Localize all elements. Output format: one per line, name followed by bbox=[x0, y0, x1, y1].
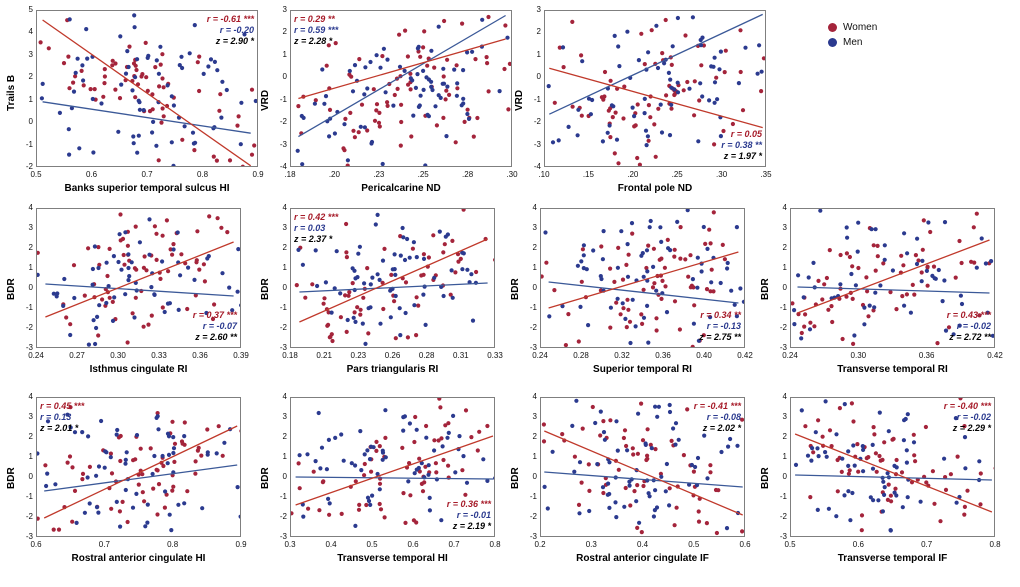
y-axis-tick: 1 bbox=[282, 49, 287, 59]
x-axis-label: Transverse temporal RI bbox=[837, 364, 948, 375]
y-axis-label: BDR bbox=[510, 278, 521, 300]
x-axis-tick: 0.8 bbox=[196, 170, 209, 179]
y-axis-tick: 1 bbox=[782, 452, 787, 461]
y-axis-tick: -3 bbox=[279, 343, 287, 352]
x-axis-tick: 0.9 bbox=[252, 170, 264, 179]
y-axis-tick: 3 bbox=[536, 5, 541, 14]
x-axis-tick: 0.8 bbox=[989, 540, 1001, 549]
y-axis-tick: -3 bbox=[779, 343, 787, 352]
x-axis-tick: 0.7 bbox=[921, 540, 933, 549]
y-axis-tick: 3 bbox=[282, 412, 287, 421]
y-axis-tick: 2 bbox=[282, 432, 287, 441]
x-axis-tick: .25 bbox=[417, 170, 429, 179]
y-axis-tick: 4 bbox=[782, 203, 787, 212]
y-axis-tick: -1 bbox=[529, 492, 537, 501]
x-axis-tick: .23 bbox=[373, 170, 385, 179]
y-axis-tick: 2 bbox=[782, 432, 787, 441]
y-axis-tick: 4 bbox=[28, 203, 33, 212]
y-axis-tick: 0 bbox=[532, 283, 537, 292]
y-axis-label: Trails B bbox=[6, 74, 17, 111]
y-axis-tick: 3 bbox=[28, 412, 33, 421]
y-axis-tick: 2 bbox=[28, 72, 33, 82]
x-axis-tick: 0.36 bbox=[192, 351, 208, 360]
y-axis-tick: 2 bbox=[532, 432, 537, 441]
y-axis-tick: -1 bbox=[25, 303, 33, 312]
stats-annotation: r = 0.43 *** r = -0.02 z = 2.72 ** bbox=[946, 310, 991, 342]
x-axis-tick: 0.5 bbox=[784, 540, 796, 549]
x-axis-tick: 0.30 bbox=[110, 351, 126, 360]
stats-annotation: r = 0.36 *** r = -0.01 z = 2.19 * bbox=[446, 499, 491, 531]
x-axis-tick: 0.6 bbox=[407, 540, 419, 549]
legend-item-men bbox=[828, 37, 877, 48]
x-axis-tick: 0.6 bbox=[739, 540, 751, 549]
stats-annotation: r = 0.29 ** r = 0.59 *** z = 2.28 * bbox=[294, 14, 339, 46]
y-axis-tick: 3 bbox=[282, 223, 287, 232]
y-axis-tick: -2 bbox=[529, 323, 537, 332]
y-axis-tick: 3 bbox=[28, 49, 33, 59]
x-axis-tick: 0.8 bbox=[489, 540, 501, 549]
x-axis-tick: 0.8 bbox=[167, 540, 179, 549]
x-axis-tick: 0.32 bbox=[614, 351, 630, 360]
y-axis-tick: -1 bbox=[279, 492, 287, 501]
x-axis-tick: 0.2 bbox=[534, 540, 546, 549]
x-axis-tick: 0.5 bbox=[688, 540, 700, 549]
x-axis-tick: 0.24 bbox=[28, 351, 44, 360]
y-axis-tick: 1 bbox=[536, 49, 541, 59]
y-axis-tick: -3 bbox=[25, 532, 33, 541]
x-axis-tick: 0.39 bbox=[233, 351, 249, 360]
y-axis-tick: 5 bbox=[28, 5, 33, 14]
y-axis-tick: -3 bbox=[279, 532, 287, 541]
stats-annotation: r = 0.45 *** r = 0.13 z = 2.01 * bbox=[40, 401, 85, 433]
y-axis-tick: 3 bbox=[532, 223, 537, 232]
y-axis-label: BDR bbox=[260, 467, 271, 489]
y-axis-label: BDR bbox=[760, 278, 771, 300]
x-axis-tick: .18 bbox=[284, 170, 296, 179]
x-axis-label: Superior temporal RI bbox=[593, 364, 692, 375]
y-axis-tick: -2 bbox=[279, 117, 287, 127]
x-axis-tick: 0.24 bbox=[782, 351, 798, 360]
x-axis-tick: 0.7 bbox=[448, 540, 460, 549]
x-axis-tick: 0.24 bbox=[532, 351, 548, 360]
x-axis-tick: 0.3 bbox=[585, 540, 597, 549]
x-axis-tick: 0.31 bbox=[453, 351, 469, 360]
y-axis-tick: 0 bbox=[782, 283, 787, 292]
x-axis-tick: 0.27 bbox=[69, 351, 85, 360]
stats-annotation: r = 0.05 r = 0.38 ** z = 1.97 * bbox=[721, 129, 762, 161]
x-axis-tick: 0.36 bbox=[918, 351, 935, 360]
y-axis-tick: 0 bbox=[28, 283, 33, 292]
y-axis-label: VRD bbox=[514, 89, 525, 111]
y-axis-tick: -1 bbox=[25, 492, 33, 501]
y-axis-tick: 4 bbox=[282, 203, 287, 212]
y-axis-tick: 3 bbox=[28, 223, 33, 232]
y-axis-tick: 4 bbox=[532, 203, 537, 212]
stats-annotation: r = 0.37 *** r = -0.07 z = 2.60 ** bbox=[192, 310, 237, 342]
y-axis-tick: 1 bbox=[532, 452, 537, 461]
y-axis-label: BDR bbox=[6, 467, 17, 489]
x-axis-tick: 0.42 bbox=[737, 351, 753, 360]
x-axis-label: Pericalcarine ND bbox=[361, 183, 441, 194]
y-axis-label: BDR bbox=[510, 467, 521, 489]
y-axis-tick: 0 bbox=[282, 472, 287, 481]
x-axis-tick: 0.5 bbox=[366, 540, 378, 549]
x-axis-label: Frontal pole ND bbox=[617, 183, 693, 194]
y-axis-tick: -1 bbox=[533, 94, 541, 104]
y-axis-tick: 2 bbox=[536, 27, 541, 37]
legend-label: Women bbox=[843, 22, 878, 33]
y-axis-tick: 0 bbox=[536, 72, 541, 82]
y-axis-tick: -3 bbox=[533, 139, 541, 149]
y-axis-tick: 2 bbox=[282, 243, 287, 252]
y-axis-tick: 1 bbox=[28, 263, 33, 272]
legend-label: Men bbox=[843, 37, 863, 48]
y-axis-tick: 0 bbox=[782, 472, 787, 481]
y-axis-tick: -1 bbox=[25, 139, 33, 149]
x-axis-label: Rostral anterior cingulate HI bbox=[71, 553, 206, 564]
stats-annotation: r = 0.34 ** r = -0.13 z = 2.75 ** bbox=[699, 310, 741, 342]
y-axis-tick: -1 bbox=[529, 303, 537, 312]
y-axis-tick: -1 bbox=[779, 303, 787, 312]
y-axis-tick: 2 bbox=[28, 243, 33, 252]
y-axis-tick: -2 bbox=[779, 512, 787, 521]
y-axis-tick: 0 bbox=[282, 283, 287, 292]
x-axis-tick: 0.9 bbox=[235, 540, 247, 549]
x-axis-tick: 0.40 bbox=[696, 351, 712, 360]
legend-dot-icon bbox=[828, 38, 837, 47]
y-axis-tick: -1 bbox=[779, 492, 787, 501]
x-axis-tick: 0.42 bbox=[987, 351, 1003, 360]
y-axis-tick: 4 bbox=[28, 27, 33, 37]
x-axis-tick: 0.36 bbox=[655, 351, 671, 360]
x-axis-tick: 0.6 bbox=[85, 170, 98, 179]
y-axis-label: BDR bbox=[760, 467, 771, 489]
x-axis-label: Isthmus cingulate RI bbox=[89, 364, 188, 375]
y-axis-tick: 0 bbox=[28, 117, 33, 127]
y-axis-tick: 1 bbox=[282, 263, 287, 272]
y-axis-tick: -2 bbox=[279, 512, 287, 521]
x-axis-tick: .28 bbox=[462, 170, 474, 179]
y-axis-tick: -2 bbox=[279, 323, 287, 332]
x-axis-tick: 0.4 bbox=[325, 540, 337, 549]
y-axis-tick: 2 bbox=[782, 243, 787, 252]
y-axis-tick: -3 bbox=[279, 139, 287, 149]
x-axis-tick: .25 bbox=[671, 170, 683, 179]
x-axis-label: Transverse temporal HI bbox=[337, 553, 448, 564]
x-axis-tick: .35 bbox=[760, 170, 772, 179]
x-axis-tick: 0.28 bbox=[573, 351, 589, 360]
x-axis-tick: .30 bbox=[716, 170, 728, 179]
y-axis-tick: 1 bbox=[28, 94, 33, 104]
y-axis-label: VRD bbox=[260, 89, 271, 111]
y-axis-tick: 3 bbox=[782, 412, 787, 421]
x-axis-tick: 0.5 bbox=[30, 170, 42, 179]
x-axis-tick: 0.23 bbox=[350, 351, 367, 360]
y-axis-tick: -4 bbox=[533, 162, 541, 171]
y-axis-tick: 3 bbox=[782, 223, 787, 232]
x-axis-tick: 0.4 bbox=[636, 540, 649, 549]
x-axis-tick: 0.18 bbox=[282, 351, 298, 360]
x-axis-tick: 0.30 bbox=[850, 351, 867, 360]
y-axis-tick: 1 bbox=[782, 263, 787, 272]
legend bbox=[828, 22, 877, 52]
y-axis-tick: -2 bbox=[529, 512, 537, 521]
y-axis-tick: 0 bbox=[282, 72, 287, 82]
x-axis-tick: 0.33 bbox=[487, 351, 503, 360]
x-axis-label: Rostral anterior cingulate IF bbox=[576, 553, 709, 564]
y-axis-tick: 4 bbox=[28, 392, 33, 401]
x-axis-label: Banks superior temporal sulcus HI bbox=[64, 183, 230, 194]
y-axis-tick: 0 bbox=[28, 472, 33, 481]
y-axis-tick: -3 bbox=[529, 532, 537, 541]
y-axis-tick: -4 bbox=[279, 162, 287, 171]
y-axis-tick: 3 bbox=[532, 412, 537, 421]
y-axis-tick: 2 bbox=[282, 27, 287, 37]
x-axis-tick: .30 bbox=[506, 170, 518, 179]
x-axis-label: Transverse temporal IF bbox=[837, 553, 948, 564]
x-axis-tick: 0.33 bbox=[151, 351, 167, 360]
y-axis-label: BDR bbox=[6, 278, 17, 300]
x-axis-tick: .20 bbox=[328, 170, 340, 179]
y-axis-tick: 0 bbox=[532, 472, 537, 481]
x-axis-tick: .10 bbox=[538, 170, 550, 179]
stats-annotation: r = -0.41 *** r = -0.08 z = 2.02 * bbox=[693, 401, 741, 433]
y-axis-tick: -3 bbox=[25, 343, 33, 352]
x-axis-tick: .20 bbox=[627, 170, 639, 179]
y-axis-tick: 4 bbox=[532, 392, 537, 401]
x-axis-tick: 0.7 bbox=[141, 170, 153, 179]
x-axis-label: Pars triangularis RI bbox=[346, 364, 439, 375]
x-axis-tick: 0.26 bbox=[384, 351, 401, 360]
legend-item-women bbox=[828, 22, 877, 33]
stats-annotation: r = -0.40 *** r = -0.02 z = 2.29 * bbox=[943, 401, 991, 433]
y-axis-tick: -3 bbox=[529, 343, 537, 352]
y-axis-tick: 4 bbox=[282, 392, 287, 401]
stats-annotation: r = -0.61 *** r = -0.20 z = 2.90 * bbox=[206, 14, 254, 46]
x-axis-tick: 0.21 bbox=[316, 351, 332, 360]
y-axis-tick: 2 bbox=[28, 432, 33, 441]
y-axis-tick: -2 bbox=[779, 323, 787, 332]
y-axis-tick: -3 bbox=[779, 532, 787, 541]
legend-dot-icon bbox=[828, 23, 837, 32]
x-axis-tick: 0.7 bbox=[98, 540, 110, 549]
y-axis-tick: -1 bbox=[279, 303, 287, 312]
x-axis-tick: .15 bbox=[582, 170, 594, 179]
y-axis-tick: -2 bbox=[25, 162, 33, 171]
x-axis-tick: 0.3 bbox=[284, 540, 296, 549]
y-axis-tick: 2 bbox=[532, 243, 537, 252]
stats-annotation: r = 0.42 *** r = 0.03 z = 2.37 * bbox=[294, 212, 339, 244]
y-axis-tick: -2 bbox=[25, 512, 33, 521]
y-axis-label: BDR bbox=[260, 278, 271, 300]
y-axis-tick: 1 bbox=[28, 452, 33, 461]
x-axis-tick: 0.28 bbox=[418, 351, 435, 360]
y-axis-tick: 1 bbox=[282, 452, 287, 461]
y-axis-tick: 3 bbox=[282, 5, 287, 14]
y-axis-tick: 1 bbox=[532, 263, 537, 272]
y-axis-tick: -2 bbox=[533, 117, 541, 127]
y-axis-tick: 4 bbox=[782, 392, 787, 401]
y-axis-tick: -2 bbox=[25, 323, 33, 332]
y-axis-tick: -1 bbox=[279, 94, 287, 104]
x-axis-tick: 0.6 bbox=[30, 540, 42, 549]
x-axis-tick: 0.6 bbox=[852, 540, 864, 549]
